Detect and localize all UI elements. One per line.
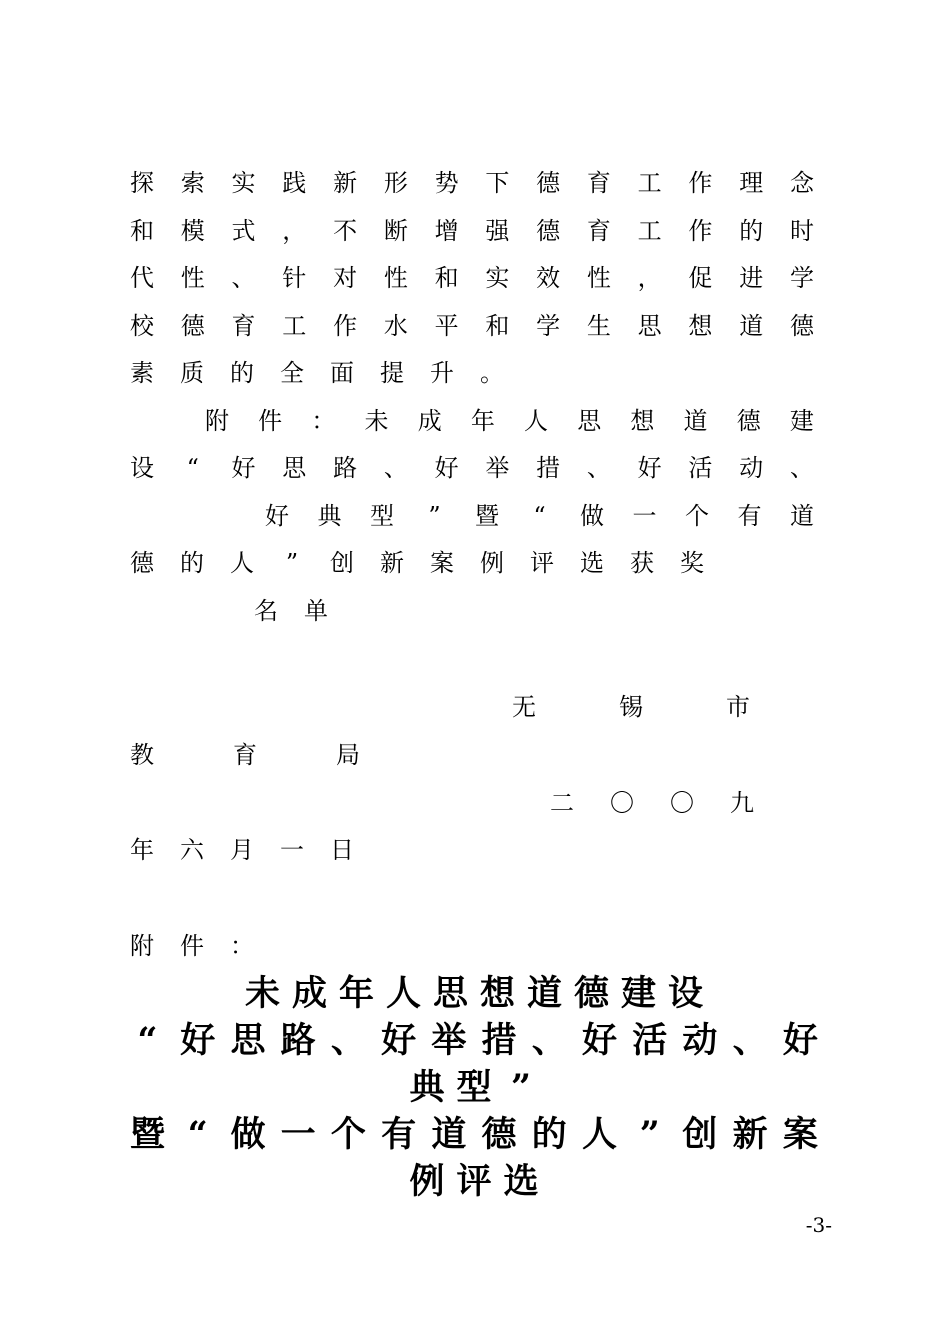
text-character: 、 xyxy=(330,1020,366,1061)
text-character: 平 xyxy=(434,312,459,340)
text-character: 道 xyxy=(527,973,563,1014)
page-number: -3- xyxy=(805,1213,832,1237)
text-character: 全 xyxy=(280,359,304,387)
body-line xyxy=(130,311,814,341)
text-character: 育 xyxy=(586,217,611,245)
text-character: 举 xyxy=(485,454,510,482)
text-character: ： xyxy=(311,407,336,435)
text-character: 好 xyxy=(180,1020,216,1061)
text-character: 素 xyxy=(130,359,154,387)
text-character: 年 xyxy=(339,973,375,1014)
text-character: 提 xyxy=(380,359,404,387)
text-character: 〇 xyxy=(610,789,634,817)
text-character: 校 xyxy=(130,312,154,340)
text-character: 育 xyxy=(233,741,257,769)
text-character: 人 xyxy=(386,973,422,1014)
text-character: 典 xyxy=(409,1067,445,1108)
text-character: 的 xyxy=(739,217,764,245)
text-character: 典 xyxy=(317,502,342,530)
text-character: 个 xyxy=(330,1114,366,1155)
text-character: 思 xyxy=(433,973,469,1014)
text-character: 成 xyxy=(292,973,328,1014)
text-character: 做 xyxy=(580,502,604,530)
text-character: 道 xyxy=(683,407,708,435)
attachment-reference-line xyxy=(130,453,814,483)
text-character: 附 xyxy=(205,407,229,435)
signature-date xyxy=(130,835,354,865)
text-character: 的 xyxy=(531,1114,567,1155)
text-character: 学 xyxy=(789,264,814,292)
text-character: ， xyxy=(282,217,307,245)
text-character: 学 xyxy=(536,312,561,340)
text-character: 评 xyxy=(530,549,554,577)
attachment-title-line xyxy=(130,1160,818,1204)
text-character: 道 xyxy=(739,312,764,340)
text-character: 和 xyxy=(130,217,154,245)
text-character: 、 xyxy=(231,264,256,292)
text-character: 年 xyxy=(470,407,495,435)
text-character: 性 xyxy=(180,264,205,292)
attachment-label xyxy=(130,931,254,961)
text-character: 道 xyxy=(790,502,814,530)
text-character: 、 xyxy=(732,1020,768,1061)
text-character: 无 xyxy=(512,693,536,721)
text-character: 进 xyxy=(739,264,764,292)
text-character: 德 xyxy=(180,312,205,340)
text-character: 做 xyxy=(230,1114,266,1155)
text-character: 〇 xyxy=(670,789,694,817)
text-character: 水 xyxy=(383,312,408,340)
attachment-title-line xyxy=(130,1113,818,1157)
text-character: 探 xyxy=(130,169,154,197)
text-character: 件 xyxy=(258,407,283,435)
text-character: 促 xyxy=(688,264,713,292)
text-character: 年 xyxy=(130,836,154,864)
text-character: 对 xyxy=(333,264,358,292)
text-character: 性 xyxy=(586,264,611,292)
attachment-title-line xyxy=(130,972,818,1016)
text-character: 锡 xyxy=(619,693,643,721)
text-character: 索 xyxy=(180,169,205,197)
text-character: 的 xyxy=(180,549,204,577)
text-character: “ xyxy=(137,1020,158,1061)
text-character: 奖 xyxy=(680,549,704,577)
text-character: 案 xyxy=(430,549,454,577)
text-character: 一 xyxy=(280,836,304,864)
text-character: 育 xyxy=(231,312,256,340)
text-character: 有 xyxy=(381,1114,417,1155)
text-character: 思 xyxy=(282,454,307,482)
text-character: 型 xyxy=(456,1067,492,1108)
text-character: 暨 xyxy=(475,502,499,530)
signature-organization xyxy=(512,692,750,722)
text-character: 。 xyxy=(480,359,504,387)
text-character: 单 xyxy=(304,597,328,625)
text-character: 式 xyxy=(231,217,256,245)
text-character: 市 xyxy=(726,693,750,721)
text-character: “ xyxy=(186,454,199,482)
text-character: 一 xyxy=(632,502,657,530)
text-character: 活 xyxy=(632,1020,668,1061)
text-character: 一 xyxy=(280,1114,316,1155)
attachment-reference-line xyxy=(130,548,704,578)
text-character: 、 xyxy=(383,454,408,482)
text-character: ， xyxy=(637,264,662,292)
text-character: 践 xyxy=(282,169,307,197)
text-character: 时 xyxy=(789,217,814,245)
text-character: 未 xyxy=(364,407,389,435)
text-character: 生 xyxy=(586,312,611,340)
text-character: 好 xyxy=(782,1020,818,1061)
text-character: 设 xyxy=(668,973,704,1014)
text-character: 模 xyxy=(180,217,205,245)
attachment-reference-line xyxy=(254,596,328,626)
text-character: 二 xyxy=(550,789,574,817)
text-character: 不 xyxy=(333,217,358,245)
text-character: ” xyxy=(428,502,441,530)
text-character: 动 xyxy=(682,1020,718,1061)
text-character: 、 xyxy=(586,454,611,482)
text-character: 日 xyxy=(330,836,354,864)
body-line xyxy=(130,216,814,246)
text-character: 强 xyxy=(485,217,510,245)
text-character: 新 xyxy=(333,169,358,197)
text-character: 人 xyxy=(524,407,549,435)
body-line xyxy=(130,263,814,293)
text-character: 升 xyxy=(430,359,454,387)
text-character: 新 xyxy=(380,549,404,577)
text-character: 德 xyxy=(481,1114,517,1155)
text-character: 思 xyxy=(577,407,602,435)
text-character: 局 xyxy=(336,741,360,769)
text-character: 德 xyxy=(574,973,610,1014)
text-character: 道 xyxy=(431,1114,467,1155)
attachment-reference-line xyxy=(265,501,814,531)
text-character: 下 xyxy=(485,169,510,197)
text-character: 六 xyxy=(180,836,204,864)
text-character: “ xyxy=(187,1114,208,1155)
text-character: 措 xyxy=(536,454,561,482)
text-character: 实 xyxy=(231,169,256,197)
text-character: 好 xyxy=(231,454,256,482)
text-character: 举 xyxy=(431,1020,467,1061)
text-character: 创 xyxy=(682,1114,718,1155)
text-character: 念 xyxy=(789,169,814,197)
text-character: “ xyxy=(533,502,546,530)
text-character: ： xyxy=(230,932,254,960)
text-character: 代 xyxy=(130,264,154,292)
text-character: 设 xyxy=(130,454,154,482)
text-character: 和 xyxy=(434,264,459,292)
text-character: 月 xyxy=(230,836,254,864)
text-character: 教 xyxy=(130,741,154,769)
text-character: 想 xyxy=(480,973,516,1014)
text-character: 作 xyxy=(688,217,713,245)
text-character: 新 xyxy=(732,1114,768,1155)
text-character: 、 xyxy=(789,454,814,482)
text-character: ” xyxy=(285,549,299,577)
text-character: 活 xyxy=(688,454,713,482)
signature-date xyxy=(550,788,754,818)
text-character: 有 xyxy=(737,502,762,530)
text-character: 德 xyxy=(130,549,154,577)
text-character: 增 xyxy=(434,217,459,245)
text-character: 好 xyxy=(265,502,289,530)
text-character: 型 xyxy=(370,502,394,530)
attachment-title-line xyxy=(130,1066,818,1110)
text-character: 想 xyxy=(688,312,713,340)
text-character: 实 xyxy=(485,264,510,292)
text-character: 暨 xyxy=(130,1114,166,1155)
text-character: 工 xyxy=(282,312,307,340)
text-character: 附 xyxy=(130,932,154,960)
body-line xyxy=(130,358,504,388)
text-character: 好 xyxy=(637,454,662,482)
text-character: 成 xyxy=(417,407,442,435)
text-character: 建 xyxy=(789,407,814,435)
text-character: 工 xyxy=(637,169,662,197)
text-character: 好 xyxy=(434,454,459,482)
text-character: 选 xyxy=(580,549,604,577)
text-character: 针 xyxy=(282,264,307,292)
text-character: 、 xyxy=(531,1020,567,1061)
text-character: 和 xyxy=(485,312,510,340)
text-character: 工 xyxy=(637,217,662,245)
text-character: 建 xyxy=(621,973,657,1014)
text-character: 的 xyxy=(230,359,254,387)
text-character: 效 xyxy=(536,264,561,292)
text-character: 例 xyxy=(480,549,504,577)
text-character: 件 xyxy=(180,932,204,960)
text-character: 路 xyxy=(280,1020,316,1061)
body-line xyxy=(130,168,814,198)
text-character: 性 xyxy=(383,264,408,292)
text-character: 作 xyxy=(333,312,358,340)
text-character: 理 xyxy=(739,169,764,197)
text-character: 人 xyxy=(581,1114,617,1155)
text-character: 案 xyxy=(782,1114,818,1155)
text-character: 思 xyxy=(637,312,662,340)
text-character: 面 xyxy=(330,359,354,387)
text-character: 思 xyxy=(230,1020,266,1061)
text-character: 好 xyxy=(381,1020,417,1061)
text-character: 想 xyxy=(630,407,655,435)
text-character: 评 xyxy=(456,1161,492,1202)
text-character: 动 xyxy=(739,454,764,482)
text-character: 九 xyxy=(730,789,754,817)
text-character: 选 xyxy=(503,1161,539,1202)
text-character: 未 xyxy=(245,973,281,1014)
text-character: 名 xyxy=(254,597,278,625)
text-character: 质 xyxy=(180,359,204,387)
attachment-title-line xyxy=(130,1019,818,1063)
text-character: 德 xyxy=(536,169,561,197)
text-character: ” xyxy=(510,1067,532,1108)
text-character: 好 xyxy=(581,1020,617,1061)
text-character: 形 xyxy=(383,169,408,197)
text-character: 德 xyxy=(736,407,761,435)
text-character: 德 xyxy=(536,217,561,245)
text-character: 德 xyxy=(789,312,814,340)
text-character: 获 xyxy=(630,549,654,577)
text-character: ” xyxy=(639,1114,660,1155)
text-character: 断 xyxy=(383,217,408,245)
text-character: 创 xyxy=(330,549,354,577)
text-character: 作 xyxy=(688,169,713,197)
text-character: 措 xyxy=(481,1020,517,1061)
signature-organization xyxy=(130,740,360,770)
text-character: 育 xyxy=(586,169,611,197)
text-character: 势 xyxy=(434,169,459,197)
text-character: 个 xyxy=(685,502,709,530)
text-character: 例 xyxy=(409,1161,445,1202)
text-character: 路 xyxy=(333,454,358,482)
attachment-reference-line xyxy=(205,406,814,436)
text-character: 人 xyxy=(230,549,254,577)
